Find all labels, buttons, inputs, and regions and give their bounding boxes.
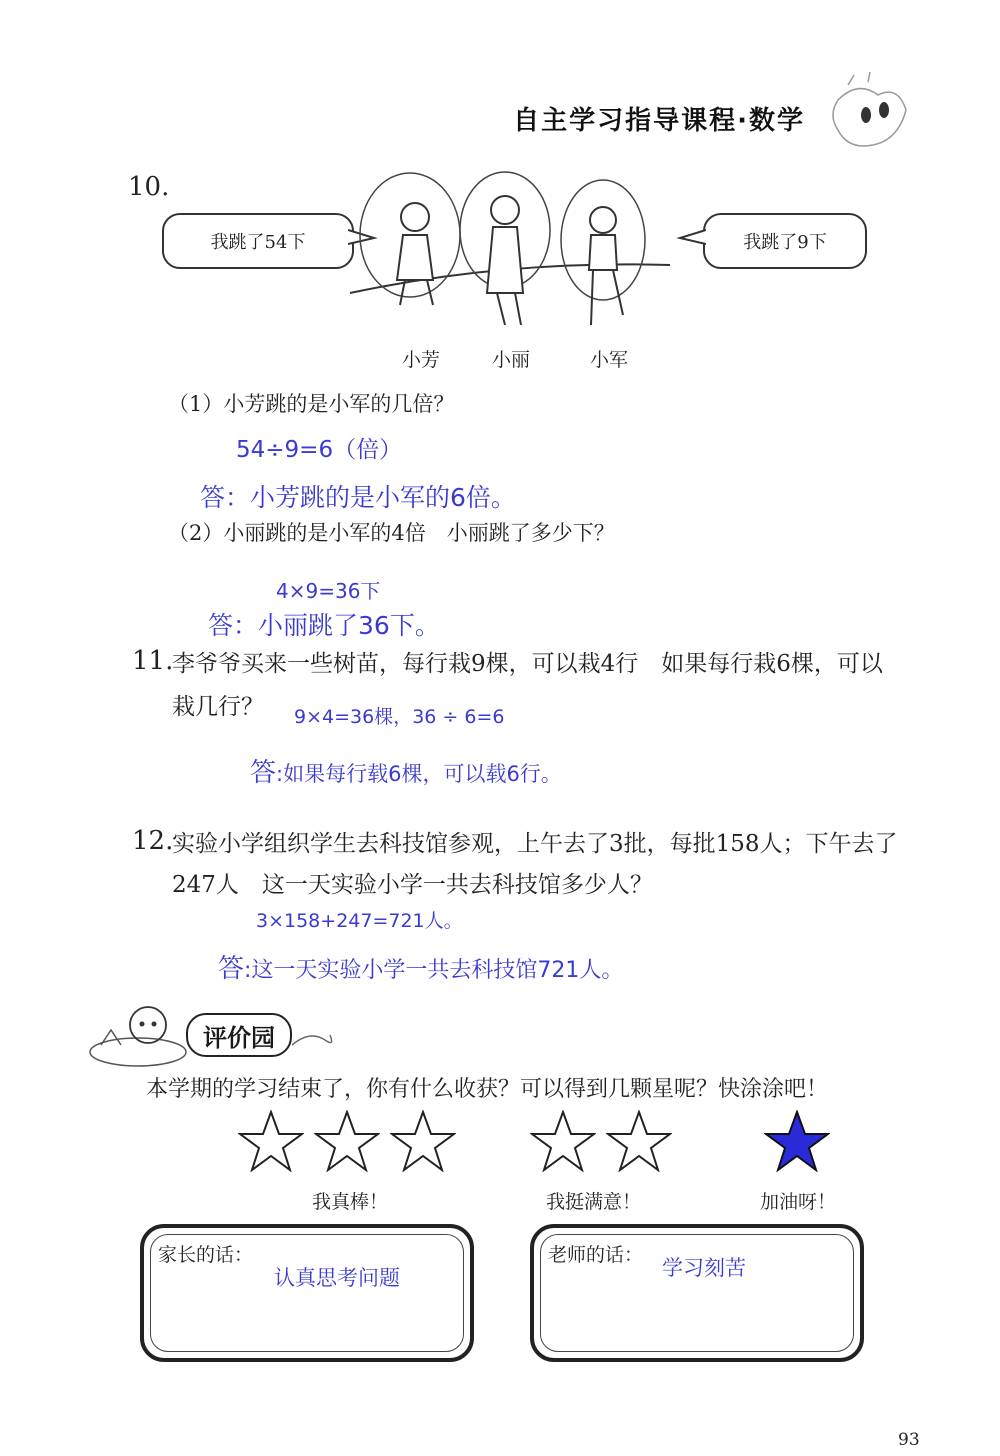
speech-bubble-right [703,213,867,269]
q10-part2-answer-text: 小丽跳了36下。 [258,611,440,640]
evaluation-title-badge [186,1013,292,1057]
star-outline-icon[interactable] [238,1110,304,1172]
q12-number: 12. [132,826,174,856]
q12-answer-text: :这一天实验小学一共去科技馆721人。 [244,958,624,983]
q10-part1-answer-text: 小芳跳的是小军的6倍。 [250,483,516,512]
q11-answer-text: :如果每行载6棵，可以载6行。 [276,762,562,786]
q12-line2: 247人 这一天实验小学一共去科技馆多少人？ [172,872,653,898]
child-name-xiaoli: 小丽 [492,349,531,371]
q11-line1: 李爷爷买来一些树苗，每行栽9棵，可以栽4行 如果每行栽6棵，可以 [172,651,883,677]
teacher-comment-box [530,1224,864,1362]
star-group-keep-going[interactable] [764,1110,830,1172]
page-number: 93 [898,1430,920,1450]
parent-comment-box [140,1224,474,1362]
q12-work: 3×158+247=721人。 [256,910,463,932]
q10-part2-answer [208,606,440,642]
q10-part2-work: 4×9=36下 [276,579,381,603]
bubble-left-text: 我跳了54下 [210,232,306,253]
q10-part1-answer [200,478,516,514]
q12-line1: 实验小学组织学生去科技馆参观，上午去了3批，每批158人；下午去了 [172,831,898,857]
star-outline-icon[interactable] [390,1110,456,1172]
child-name-xiaofang: 小芳 [402,349,441,371]
star-outline-icon[interactable] [314,1110,380,1172]
jump-rope-children-illustration [345,165,675,370]
evaluation-title: 评价园 [203,1023,275,1052]
q10-part1-answer-label: 答： [200,483,251,512]
q11-answer [250,752,562,789]
evaluation-mascot-icon [86,1000,191,1070]
evaluation-swirl-decoration-icon [290,1025,340,1055]
teacher-comment-label: 老师的话： [548,1244,644,1266]
rating-label-great: 我真棒！ [312,1191,389,1213]
bubble-right-tail-icon [676,228,706,248]
q11-answer-label: 答 [250,758,277,788]
header-title: 自主学习指导课程·数学 [513,106,805,136]
star-group-great[interactable] [238,1110,456,1172]
q10-part2-question: （2）小丽跳的是小军的4倍 小丽跳了多少下？ [168,521,615,545]
star-outline-icon[interactable] [606,1110,672,1172]
q12-answer-label: 答 [218,954,245,984]
q11-work: 9×4=36棵，36 ÷ 6=6 [294,706,505,728]
star-group-satisfied[interactable] [530,1110,672,1172]
speech-bubble-left [162,213,354,269]
parent-comment-text: 认真思考问题 [274,1266,400,1290]
parent-comment-label: 家长的话： [158,1244,254,1266]
rating-label-satisfied: 我挺满意！ [546,1191,642,1213]
q11-line2: 栽几行？ [172,694,264,720]
q12-answer [218,948,623,985]
star-filled-icon[interactable] [764,1110,830,1172]
q10-part2-answer-label: 答： [208,611,259,640]
q11-number: 11. [132,646,174,676]
star-outline-icon[interactable] [530,1110,596,1172]
q10-part1-question: （1）小芳跳的是小军的几倍？ [168,392,455,416]
q10-number: 10. [128,172,170,202]
rating-label-keep-going: 加油呀！ [760,1191,837,1213]
child-name-xiaojun: 小军 [590,349,629,371]
bubble-right-text: 我跳了9下 [743,232,827,253]
evaluation-prompt: 本学期的学习结束了，你有什么收获？可以得到几颗星呢？快涂涂吧！ [146,1077,829,1102]
mascot-decoration-icon [818,70,918,160]
teacher-comment-text: 学习刻苦 [662,1256,746,1280]
q10-part1-work: 54÷9=6（倍） [236,437,403,463]
